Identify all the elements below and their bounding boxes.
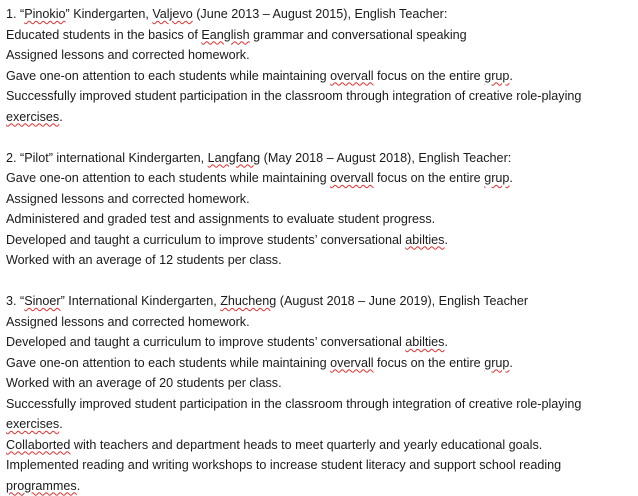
misspelled-word: grup [484,171,510,185]
experience-heading [6,291,634,312]
text-run: . [444,232,448,247]
text-run: Worked with an average of 20 students per class. [6,376,282,390]
text-run: grammar and conversational speaking [249,27,467,42]
text-run: (August 2018 – June 2019), English Teacher [276,294,529,308]
text-run: ” Kindergarten, [65,7,153,21]
text-run: Developed and taught a curriculum to improve students’ conversational [6,335,406,349]
text-run: 3. “ [6,294,25,308]
experience-line [6,168,634,189]
text-run: with teachers and department heads to meet quarterly and yearly educational goals. [70,437,543,452]
experience-line [6,25,634,46]
text-run: Gave one-on attention to each students while maintaining [6,68,331,83]
text-run: Successfully improved student participation in the classroom through integration of creative role-playing [6,89,582,103]
text-run: Gave one-on attention to each students while maintaining [6,355,331,370]
experience-line [6,230,634,251]
misspelled-word: abilties [405,232,445,247]
experience-line [6,189,634,210]
misspelled-word: overvall [330,355,374,370]
text-run: ” International Kindergarten, [60,294,221,308]
text-run: . [509,171,513,185]
misspelled-word: abilties [405,335,445,349]
experience-line [6,455,634,496]
text-run: . [509,355,513,370]
experience-entry [6,291,634,496]
text-run: Assigned lessons and corrected homework. [6,314,250,329]
misspelled-word: Zhucheng [220,294,277,308]
text-run: 1. “ [6,7,25,21]
text-run: focus on the entire [373,68,485,83]
misspelled-word: Collaborted [6,437,71,452]
misspelled-word: Valjevo [152,7,193,21]
experience-line [6,353,634,374]
text-run: Gave one-on attention to each students while maintaining [6,171,331,185]
text-run: Developed and taught a curriculum to improve students’ conversational [6,232,406,247]
experience-line [6,373,634,394]
misspelled-word: exercises [6,109,60,124]
experience-line [6,394,634,435]
text-run: Educated students in the basics of [6,27,202,42]
text-run: Administered and graded test and assignments to evaluate student progress. [6,212,436,226]
text-run: . [59,109,63,124]
text-run: . [509,68,513,83]
text-run: Assigned lessons and corrected homework. [6,48,250,62]
text-run: 2. “Pilot” international Kindergarten, [6,150,208,165]
paragraph-spacer [6,271,634,292]
text-run: (June 2013 – August 2015), English Teacher: [192,7,448,21]
misspelled-word: exercises [6,417,60,431]
experience-line [6,209,634,230]
misspelled-word: Sinoer [24,294,61,308]
text-run: . [444,335,448,349]
experience-line [6,332,634,353]
experience-line [6,66,634,87]
text-run: (May 2018 – August 2018), English Teacher: [260,150,512,165]
misspelled-word: Langfang [207,150,261,165]
paragraph-spacer [6,127,634,148]
text-run: focus on the entire [373,355,485,370]
misspelled-word: programmes [6,478,77,493]
experience-entry [6,148,634,271]
text-run: focus on the entire [373,171,485,185]
text-run: . [59,417,63,431]
experience-line [6,312,634,333]
experience-heading [6,148,634,169]
misspelled-word: overvall [330,171,374,185]
text-run: . [76,478,81,493]
experience-entry [6,4,634,127]
misspelled-word: Pinokio [24,7,66,21]
experience-line [6,435,634,456]
experience-line [6,250,634,271]
text-run: Successfully improved student participation in the classroom through integration of creative role-playing [6,396,582,411]
document-body [6,4,634,496]
experience-line [6,86,634,127]
text-run: Worked with an average of 12 students per class. [6,253,282,267]
experience-line [6,45,634,66]
text-run: Assigned lessons and corrected homework. [6,191,250,206]
misspelled-word: grup [484,355,510,370]
misspelled-word: Eanglish [201,27,250,42]
misspelled-word: overvall [330,68,374,83]
text-run: Implemented reading and writing workshops to increase student literacy and support school reading [6,458,562,472]
misspelled-word: grup [484,68,510,83]
experience-heading [6,4,634,25]
